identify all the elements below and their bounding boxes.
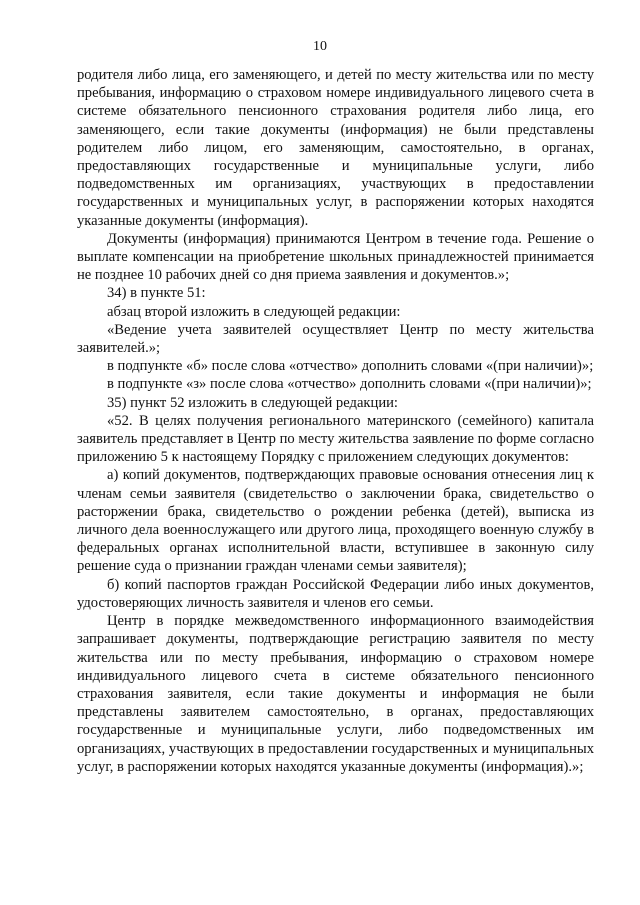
paragraph-9: «52. В целях получения регионального материнского (семейного) капитала заявитель представляет в Центр по месту жительства заявление по форме согласно приложению 5 к настоящему Порядку с приложением следующих документов: (77, 412, 594, 466)
paragraph-2: Документы (информация) принимаются Центром в течение года. Решение о выплате компенсации на приобретение школьных принадлежностей принимается не позднее 10 рабочих дней со дня приема заявления и документов.»; (77, 230, 594, 284)
document-body (77, 66, 594, 776)
paragraph-8: 35) пункт 52 изложить в следующей редакции: (107, 394, 398, 411)
paragraph-1: родителя либо лица, его заменяющего, и детей по месту жительства или по месту пребывания, информацию о страховом номере индивидуального лицевого счета в системе обязательного пенсионного страхования родителя либо лица, его заменяющего, если такие документы (информация) не были представлены родителем либо лицом, его заменяющим, самостоятельно, в органах, предоставляющих государственные и муниципальные услуги, либо подведомственных им организациях, участвующих в предоставлении государственных и муниципальных услуг, в распоряжении которых находятся указанные документы (информация). (77, 67, 594, 229)
paragraph-5: «Ведение учета заявителей осуществляет Центр по месту жительства заявителей.»; (77, 321, 594, 357)
paragraph-3: 34) в пункте 51: (107, 285, 206, 302)
page-number: 10 (313, 39, 327, 54)
paragraph-6: в подпункте «б» после слова «отчество» дополнить словами «(при наличии)»; (107, 358, 594, 375)
paragraph-10: а) копий документов, подтверждающих правовые основания отнесения лиц к членам семьи заявителя (свидетельство о заключении брака, свидетельство о расторжении брака, свидетельство о рождении ребенка (детей), выписка из личного дела военнослужащего или другого лица, проходящего военную службу в федеральных органах исполнительной власти, вступившее в законную силу решение суда о признании граждан членами семьи заявителя); (77, 467, 594, 575)
paragraph-11: б) копий паспортов граждан Российской Федерации либо иных документов, удостоверяющих личность заявителя и членов его семьи. (77, 576, 594, 611)
paragraph-4: абзац второй изложить в следующей редакции: (107, 303, 401, 320)
paragraph-7: в подпункте «з» после слова «отчество» дополнить словами «(при наличии)»; (107, 376, 592, 393)
paragraph-12: Центр в порядке межведомственного информационного взаимодействия запрашивает документы, подтверждающие регистрацию заявителя по месту жительства или по месту пребывания, информацию о страховом номере индивидуального лицевого счета в системе обязательного пенсионного страхования заявителя, если такие документы и информация не были представлены заявителем самостоятельно, в органах, предоставляющих государственные и муниципальные услуги, либо подведомственных им организациях, участвующих в предоставлении государственных и муниципальных услуг, в распоряжении которых находятся указанные документы (информация).»; (77, 613, 594, 775)
